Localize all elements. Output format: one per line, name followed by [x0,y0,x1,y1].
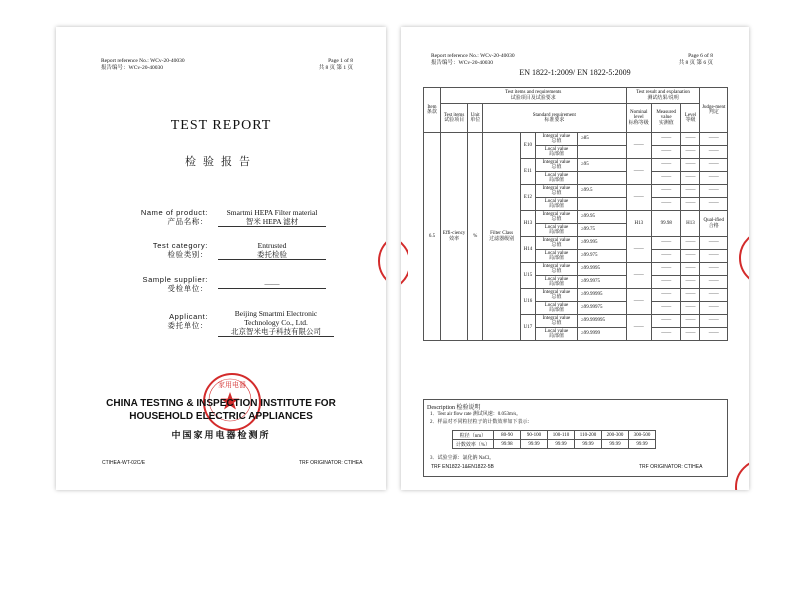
nominal-dash: —— [626,133,651,159]
measured-dash: —— [651,302,681,315]
count-efficiency: 99.99 [602,440,629,449]
count-efficiency: 99.99 [629,440,656,449]
count-efficiency: 99.99 [521,440,548,449]
ref-en: Report reference No.: WCv-20-40030 [101,58,185,64]
standard-title: EN 1822-1:2009/ EN 1822-5:2009 [519,68,631,77]
col-item: Item 条款 [424,88,441,133]
level-dash: —— [681,159,700,172]
integral-label: Integral value 总值 [535,289,577,302]
col-verdict: Judge-ment 判定 [700,88,728,133]
measured-dash: —— [651,237,681,250]
col-test-result: Test result and explanation 测试结果/说明 [626,88,700,104]
measured-dash: —— [651,185,681,198]
value-cn: 北京智米电子科技有限公司 [218,327,334,337]
institute-cn: 中国家用电器检测所 [171,431,271,441]
measured-dash: —— [651,315,681,328]
report-reference [431,53,515,66]
label-cn: 产品名称： [167,217,208,226]
col-level: Level 等级 [681,104,700,133]
local-req: ≥99.9975 [578,276,627,289]
measured-dash: —— [651,328,681,341]
particle-size: 80-90 [494,431,521,440]
count-efficiency: 计数效率（%） [453,440,494,449]
verdict-dash: —— [700,172,728,185]
verdict-dash: —— [700,302,728,315]
measured-dash: —— [651,133,681,146]
local-label: Local value 局部值 [535,224,577,237]
label-cn: 受检单位： [167,284,208,293]
level-dash: —— [681,185,700,198]
measured-value: 99.98 [651,211,681,237]
label-en: Name of product: [140,208,208,217]
verdict-dash: —— [700,315,728,328]
level-dash: —— [681,250,700,263]
measured-dash: —— [651,146,681,159]
desc-line1: 1．Test air flow rate 测试风速：0.053m/s。 [430,412,522,417]
measured-dash: —— [651,276,681,289]
measured-dash: —— [651,172,681,185]
level-dash: —— [681,198,700,211]
desc-title: Description 检验说明 [427,405,481,411]
institute-line1: CHINA TESTING & INSPECTION INSTITUTE FOR [106,398,336,409]
class-name: U17 [521,315,536,341]
page-number [679,53,713,66]
local-req: ≥99.975 [578,250,627,263]
ref-cn: 报告编号：WCv-20-40030 [431,59,494,66]
class-row [424,133,728,146]
integral-req: ≥99.995 [578,237,627,250]
level-dash: —— [681,276,700,289]
nominal-dash: —— [626,289,651,315]
verdict-dash: —— [700,159,728,172]
nominal-dash: —— [626,185,651,211]
particle-size: 100-110 [548,431,575,440]
integral-req: ≥99.95 [578,211,627,224]
integral-label: Integral value 总值 [535,315,577,328]
measured-dash: —— [651,198,681,211]
level-dash: —— [681,237,700,250]
edge-stamp [378,233,386,289]
level-dash: —— [681,172,700,185]
unit: % [468,133,483,341]
verdict-dash: —— [700,146,728,159]
verdict-dash: —— [700,289,728,302]
nominal-dash: —— [626,263,651,289]
particle-table [452,430,656,449]
level-dash: —— [681,302,700,315]
edge-stamp-right [739,230,749,286]
nominal-dash: —— [626,159,651,185]
edge-stamp-bottom [735,455,749,490]
integral-req: ≥99.9995 [578,263,627,276]
value-en: Beijing Smartmi Electronic Technology Co., Ltd. [234,309,318,327]
verdict-dash: —— [700,250,728,263]
local-req [578,198,627,211]
local-label: Local value 局部值 [535,276,577,289]
value-en: —— [218,279,326,289]
col-unit: Unit 单位 [468,104,483,133]
count-efficiency: 99.98 [494,440,521,449]
product-label [141,208,208,226]
local-req: ≥99.75 [578,224,627,237]
measured-dash: —— [651,159,681,172]
integral-req: ≥85 [578,133,627,146]
local-req: ≥99.99975 [578,302,627,315]
verdict-dash: —— [700,276,728,289]
integral-label: Integral value 总值 [535,159,577,172]
verdict-dash: —— [700,263,728,276]
institute-line2: HOUSEHOLD ELECTRIC APPLIANCES [129,411,313,422]
desc-line3: 3．试验尘源：氯化钠 NaCl。 [430,456,495,461]
verdict-dash: —— [700,185,728,198]
test-item: Effi-ciency 效率 [440,133,467,341]
desc-line2: 2．样品对不同粒径粒子的计数效率如下表示： [430,420,533,425]
page-cn: 共 8 页 第 6 页 [678,59,713,66]
label-cn: 检验类别： [167,250,208,259]
level-dash: —— [681,315,700,328]
verdict-dash: —— [700,237,728,250]
class-name: U15 [521,263,536,289]
class-name: H13 [521,211,536,237]
supplier-label [143,275,208,293]
integral-label: Integral value 总值 [535,211,577,224]
level-dash: —— [681,328,700,341]
class-name: H14 [521,237,536,263]
integral-req: ≥99.999995 [578,315,627,328]
label-en: Sample supplier: [142,275,208,284]
class-name: U16 [521,289,536,315]
class-name: E12 [521,185,536,211]
report-title: TEST REPORT [170,118,272,133]
measured-dash: —— [651,263,681,276]
footer-right: TRF ORIGINATOR: CTIHEA [639,464,703,470]
integral-label: Integral value 总值 [535,237,577,250]
test-results-page [401,27,749,490]
level-value: H13 [681,211,700,237]
applicant-label [168,312,209,330]
particle-size: 90-100 [521,431,548,440]
measured-dash: —— [651,250,681,263]
label-en: Applicant: [169,312,208,321]
particle-size: 300-500 [629,431,656,440]
report-reference [101,58,185,71]
stamp-text: 家用电器 [218,381,246,389]
count-efficiency: 99.99 [548,440,575,449]
supplier-value [218,279,326,289]
report-cover-page [56,27,386,490]
footer-left: CTIHEA-WT-02C/E [102,460,146,466]
value-cn: 委托检验 [218,250,326,260]
integral-label: Integral value 总值 [535,133,577,146]
item-no: 6.5 [424,133,441,341]
local-label: Local value 局部值 [535,250,577,263]
page-en: Page 6 of 8 [688,53,713,59]
local-req [578,172,627,185]
local-req: ≥99.9999 [578,328,627,341]
applicant-value [218,309,334,337]
local-req [578,146,627,159]
integral-req: ≥99.99995 [578,289,627,302]
col-test-items: Test items 试验项目 [440,104,467,133]
level-dash: —— [681,133,700,146]
integral-label: Integral value 总值 [535,185,577,198]
local-label: Local value 局部值 [535,328,577,341]
local-label: Local value 局部值 [535,146,577,159]
product-value [218,208,326,227]
particle-size: 200-300 [602,431,629,440]
nominal-dash: —— [626,237,651,263]
label-cn: 委托单位： [167,321,208,330]
col-nominal: Nominal level 标称等级 [626,104,651,133]
nominal-dash: —— [626,315,651,341]
integral-req: ≥95 [578,159,627,172]
integral-req: ≥99.5 [578,185,627,198]
integral-label: Integral value 总值 [535,263,577,276]
nominal-level: H13 [626,211,651,237]
footer-right: TRF ORIGINATOR: CTIHEA [299,460,363,466]
count-efficiency: 99.99 [575,440,602,449]
class-name: E10 [521,133,536,159]
particle-size: 110-200 [575,431,602,440]
value-en: Entrusted [257,241,287,250]
ref-cn: 报告编号：WCv-20-40030 [101,64,164,71]
value-cn: 智米 HEPA 滤材 [218,217,326,227]
edge-stamp-left [401,235,408,291]
measured-dash: —— [651,289,681,302]
verdict: Qual-ified 合格 [700,211,728,237]
category-label [153,241,208,259]
local-label: Local value 局部值 [535,302,577,315]
local-label: Local value 局部值 [535,198,577,211]
page-cn: 共 8 页 第 1 页 [318,64,353,71]
verdict-dash: —— [700,133,728,146]
level-dash: —— [681,263,700,276]
class-name: E11 [521,159,536,185]
footer-left: TRF EN1822-1&EN1822-5B [431,464,494,470]
level-dash: —— [681,146,700,159]
label-en: Test category: [152,241,208,250]
local-label: Local value 局部值 [535,172,577,185]
col-test-items-req: Test items and requirements 试验项目及试验要求 [440,88,626,104]
particle-size: 粒径（nm） [453,431,494,440]
page-number [319,58,353,71]
page-en: Page 1 of 8 [328,58,353,64]
ref-en: Report reference No.: WCv-20-40030 [431,53,515,59]
level-dash: —— [681,289,700,302]
test-spec-table [423,87,728,341]
verdict-dash: —— [700,198,728,211]
category-value [218,241,326,260]
value-en: Smartmi HEPA Filter material [226,208,318,217]
col-measured: Measured value 实测值 [651,104,681,133]
col-std-req: Standard requirement 标准要求 [483,104,627,133]
filter-class: Filter Class 过滤器级别 [483,133,521,341]
verdict-dash: —— [700,328,728,341]
report-subtitle: 检验报告 [185,155,257,168]
